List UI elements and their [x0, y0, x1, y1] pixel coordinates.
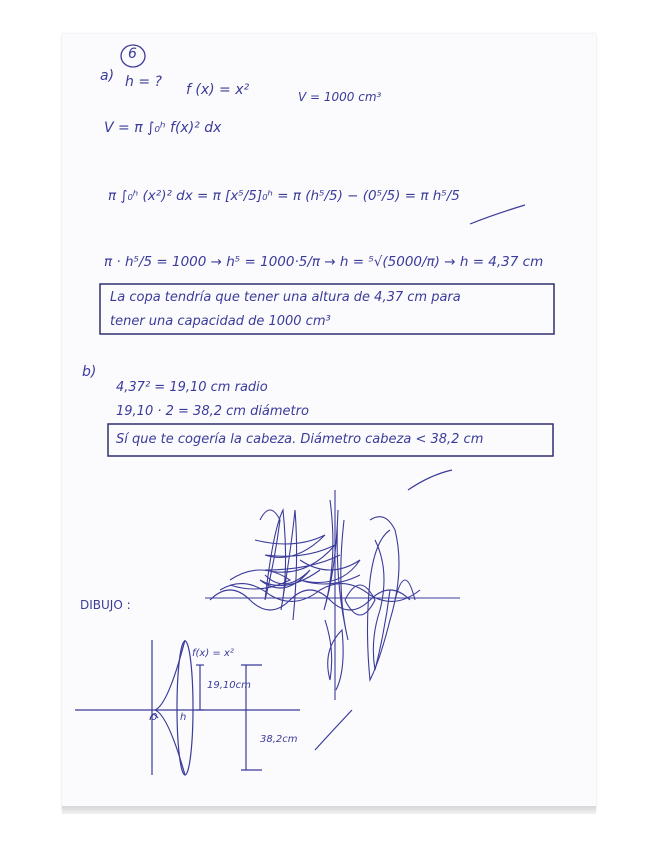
origin-label: 0	[151, 712, 158, 723]
graph-drawing	[75, 640, 300, 775]
unknown-h: h = ?	[125, 74, 162, 90]
solve-line: π · h⁵/5 = 1000 → h⁵ = 1000·5/π → h = ⁵√(5000/π) → h = 4,37 cm	[104, 254, 544, 270]
integral-line: π ∫₀ʰ (x²)² dx = π [x⁵/5]₀ʰ = π (h⁵/5) − (0⁵/5) = π h⁵/5	[108, 188, 460, 204]
volume-formula: V = π ∫₀ʰ f(x)² dx	[104, 120, 222, 136]
volume-given: V = 1000 cm³	[298, 90, 382, 104]
part-b-label: b)	[82, 364, 97, 380]
h-label: h	[180, 712, 187, 723]
func-label: f(x) = x²	[192, 648, 234, 659]
part-b-line2: 19,10 · 2 = 38,2 cm diámetro	[116, 404, 309, 419]
radius-label: 19,10cm	[207, 680, 251, 691]
function-def: f (x) = x²	[186, 82, 250, 98]
drawing-label: DIBUJO :	[80, 598, 131, 612]
part-a-label: a)	[100, 68, 115, 84]
diameter-label: 38,2cm	[260, 734, 298, 745]
answer-a-line1: La copa tendría que tener una altura de 4,37 cm para	[110, 290, 461, 305]
answer-b: Sí que te cogería la cabeza. Diámetro cabeza < 38,2 cm	[116, 432, 484, 447]
answer-a-line2: tener una capacidad de 1000 cm³	[110, 314, 331, 329]
part-b-line1: 4,37² = 19,10 cm radio	[116, 380, 268, 395]
scribbled-drawing	[205, 490, 460, 700]
problem-number: 6	[128, 46, 137, 62]
